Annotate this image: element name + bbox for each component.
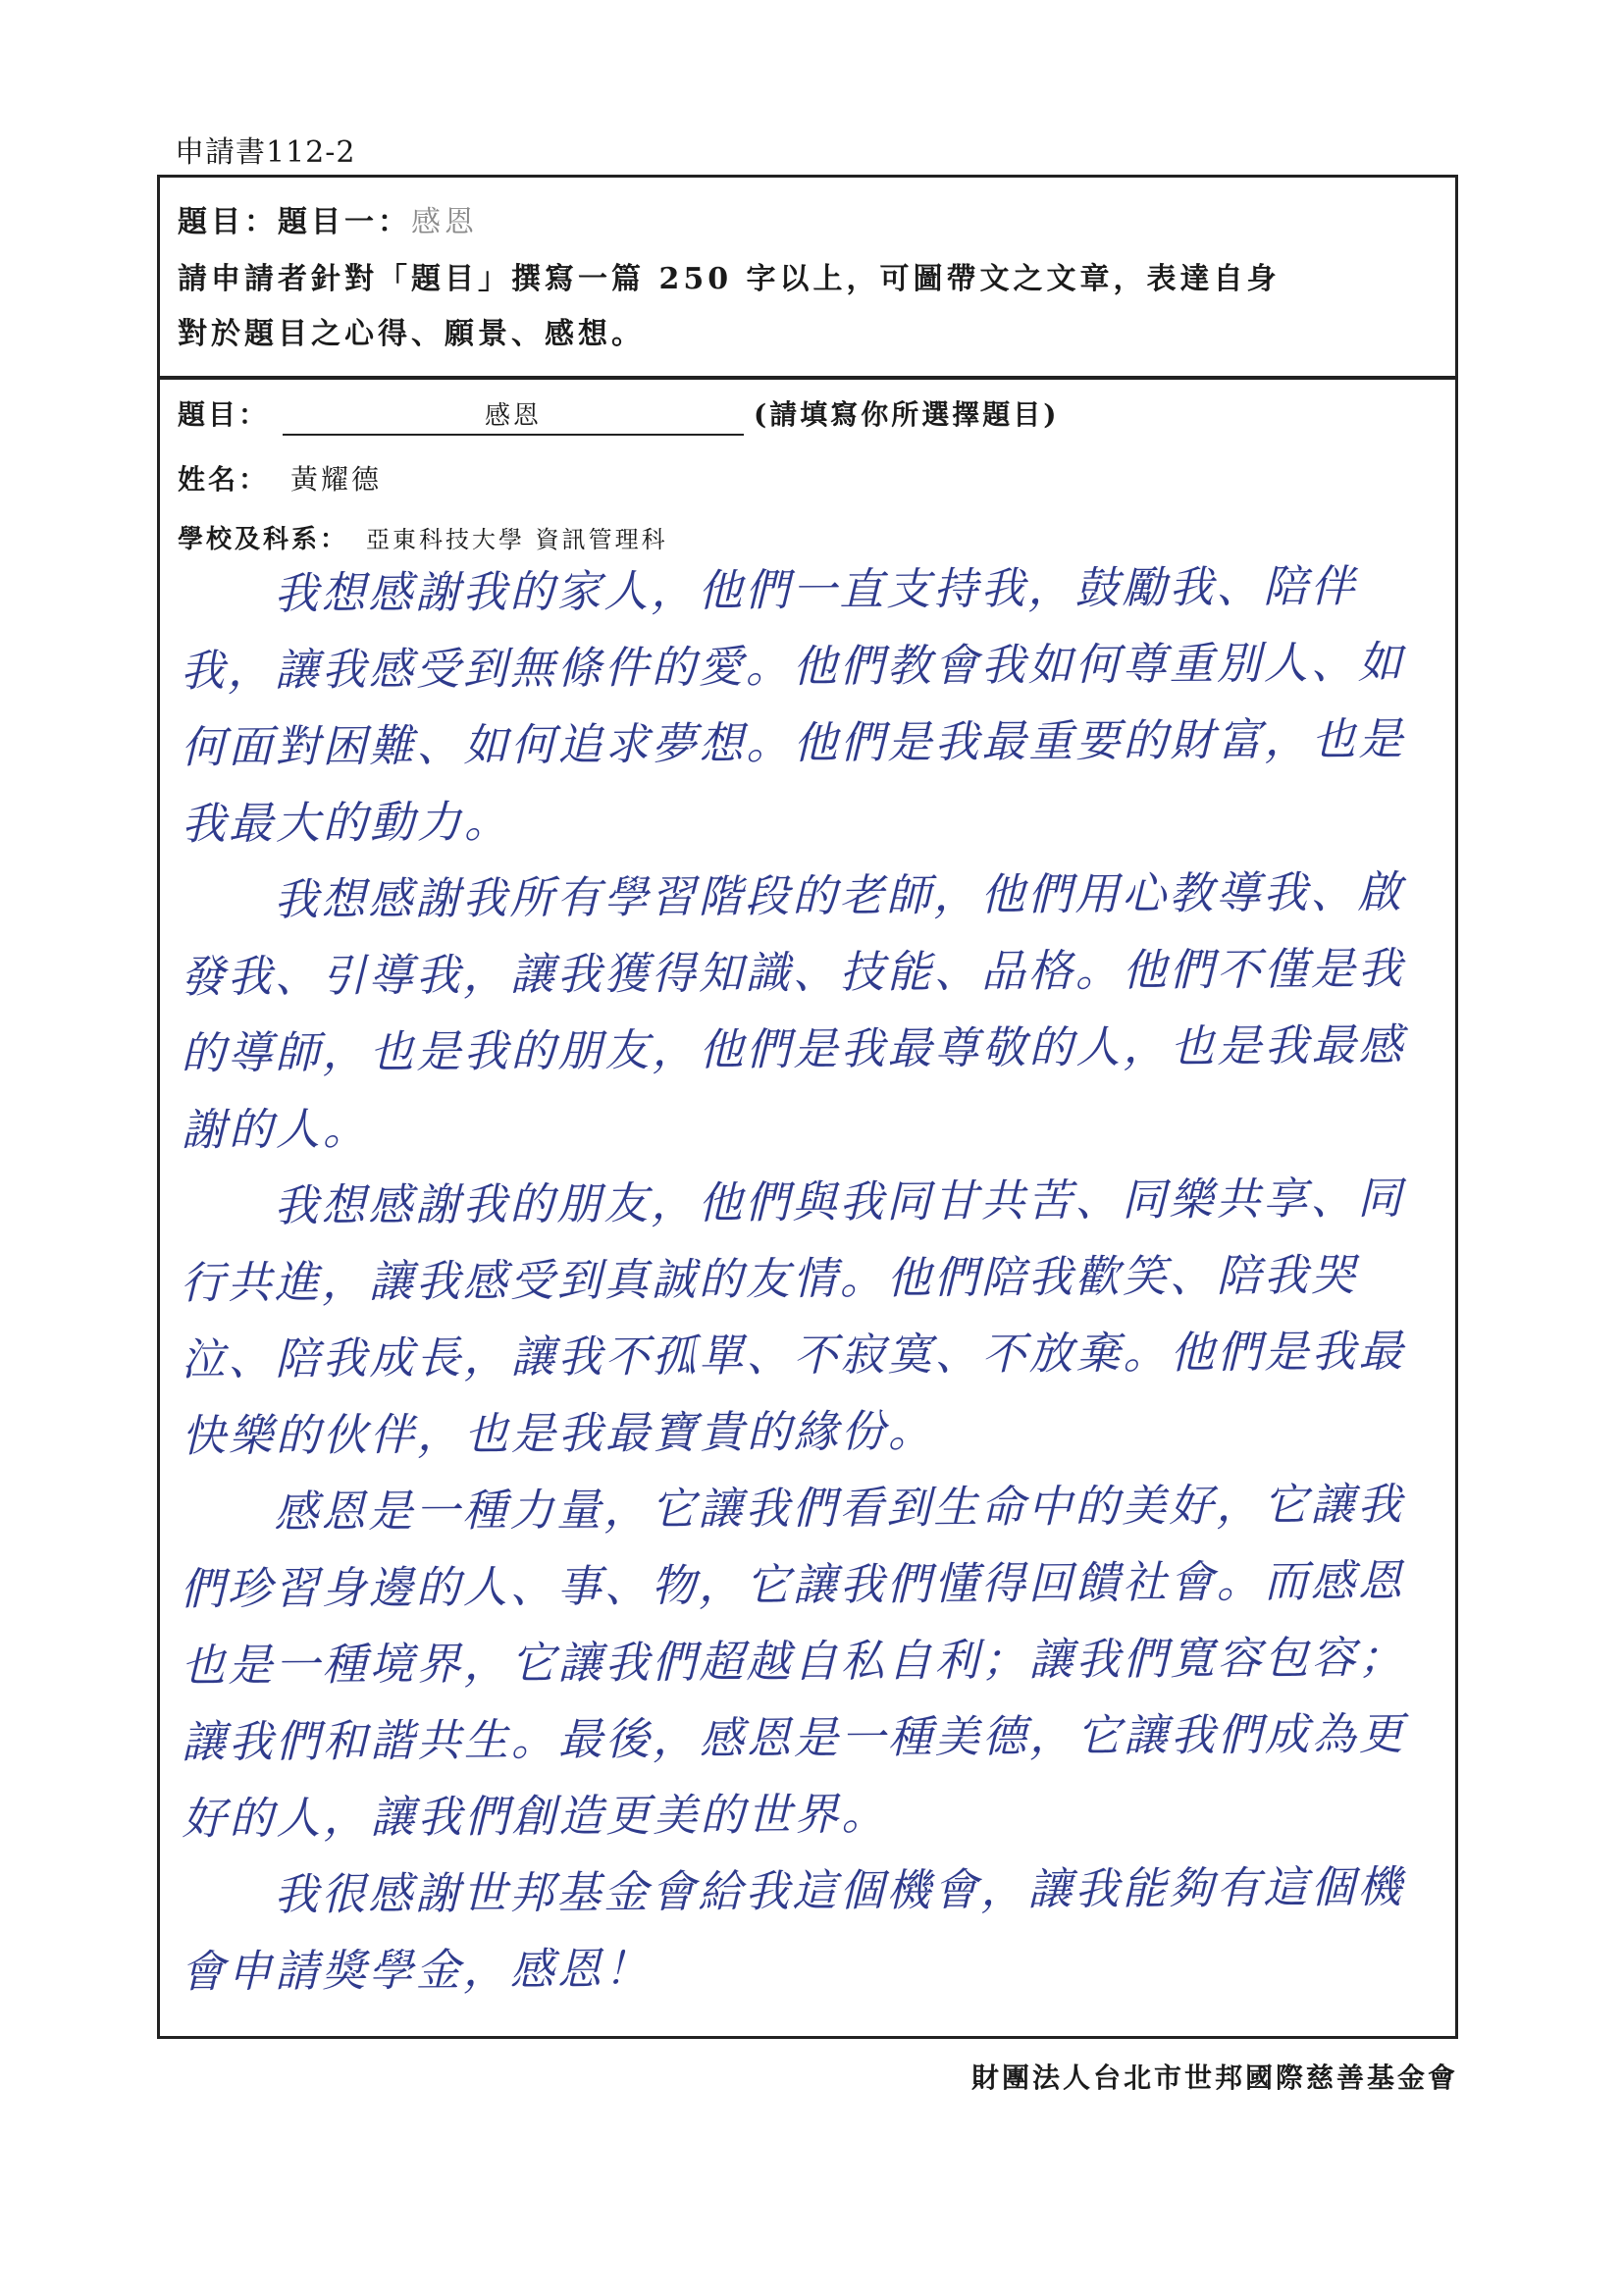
- handwritten-essay: [180, 556, 1445, 2010]
- foundation-name: 財團法人台北市世邦國際慈善基金會: [970, 2061, 1458, 2094]
- name-field: [178, 458, 382, 497]
- form-code: 申請書112-2: [175, 135, 356, 170]
- essay-paragraph: 我想感謝我的家人，他們一直支持我，鼓勵我、陪伴我，讓我感受到無條件的愛。他們教會我如何尊重別人、如何面對困難、如何追求夢想。他們是我最重要的財富，也是我最大的動力。: [180, 559, 1406, 850]
- topic-prompt-box: [160, 178, 1455, 380]
- school-field: [178, 519, 668, 555]
- essay-paragraph: 我想感謝我的朋友，他們與我同甘共苦、同樂共享、同行共進，讓我感受到真誠的友情。他們陪我歡笑、陪我哭泣、陪我成長，讓我不孤單、不寂寞、不放棄。他們是我最快樂的伙伴，也是我最寶貴的緣份。: [180, 1172, 1406, 1462]
- topic-field: [178, 393, 1060, 436]
- essay-paragraph: 我很感謝世邦基金會給我這個機會，讓我能夠有這個機會申請獎學金，感恩！: [180, 1860, 1405, 1998]
- topic-heading-label: 題目：題目一：: [178, 205, 411, 239]
- name-field-label: 姓名：: [178, 463, 270, 496]
- topic-field-value: 感恩: [283, 395, 744, 436]
- topic-field-hint: (請填寫你所選擇題目): [754, 398, 1060, 431]
- school-field-label: 學校及科系：: [178, 525, 349, 554]
- topic-heading-name: 感恩: [411, 205, 478, 239]
- instruction-line-1: 請申請者針對「題目」撰寫一篇 250 字以上，可圖帶文之文章，表達自身: [178, 262, 1281, 296]
- essay-paragraph: 我想感謝我所有學習階段的老師，他們用心教導我、啟發我、引導我，讓我獲得知識、技能、品格。他們不僅是我的導師，也是我的朋友，他們是我最尊敬的人，也是我最感謝的人。: [180, 865, 1406, 1156]
- essay-paragraph: 感恩是一種力量，它讓我們看到生命中的美好，它讓我們珍習身邊的人、事、物，它讓我們懂得回饋社會。而感恩也是一種境界，它讓我們超越自私自利；讓我們寬容包容；讓我們和諧共生。最後，感恩是一種美德，它讓我們成為更好的人，讓我們創造更美的世界。: [180, 1478, 1407, 1845]
- name-field-value: 黃耀德: [290, 463, 383, 496]
- application-form: [157, 175, 1458, 2039]
- topic-field-label: 題目：: [178, 398, 270, 431]
- topic-heading: [178, 197, 478, 240]
- instruction-line-2: 對於題目之心得、願景、感想。: [178, 317, 645, 351]
- school-field-value: 亞東科技大學 資訊管理科: [366, 526, 668, 553]
